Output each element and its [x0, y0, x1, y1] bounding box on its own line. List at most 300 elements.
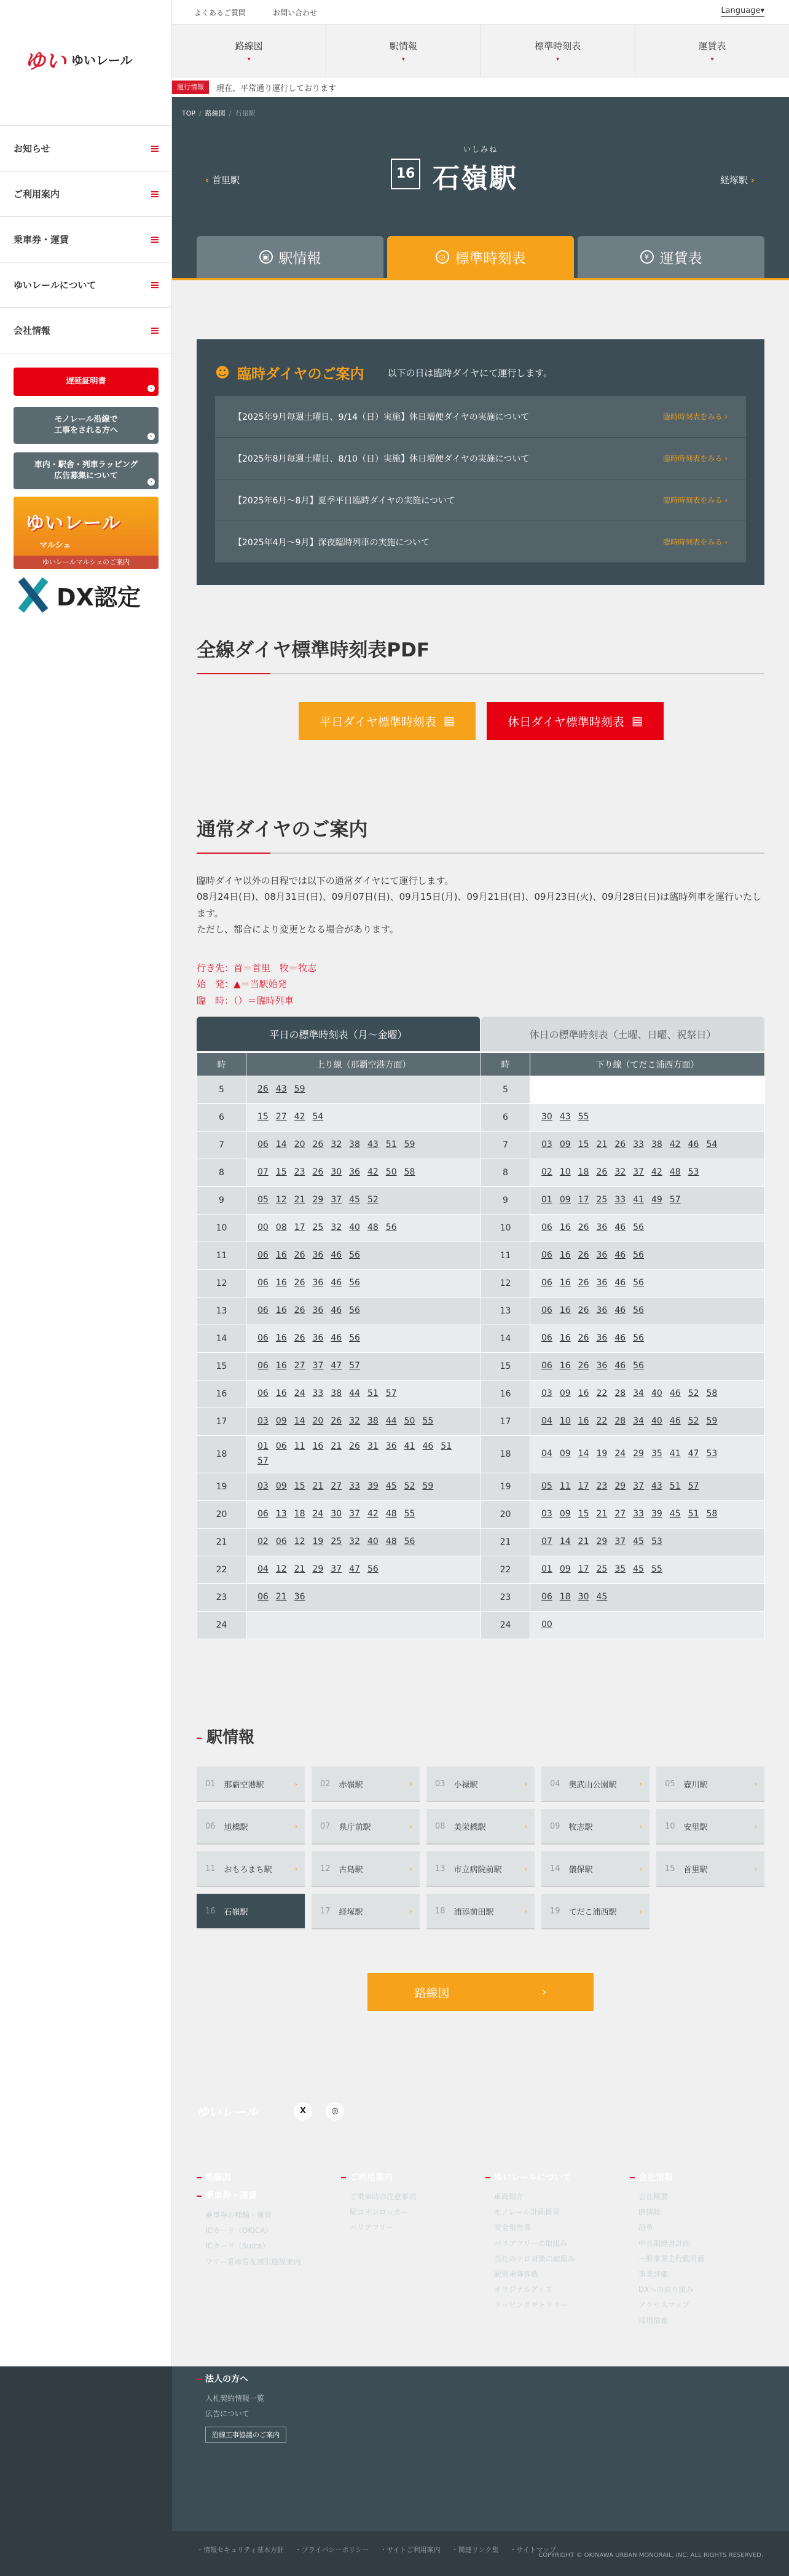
tab-station-info[interactable] — [197, 236, 383, 278]
departure-time[interactable]: 57 — [349, 1361, 360, 1371]
footer-heading[interactable]: 乗車券・運賃 — [197, 2189, 341, 2202]
corp-link[interactable]: 広告について — [205, 2409, 249, 2419]
footer-link[interactable]: ICカード（Suica） — [205, 2242, 270, 2251]
departure-time[interactable]: 43 — [559, 1112, 571, 1122]
departure-time[interactable]: 06 — [541, 1306, 552, 1316]
departure-time[interactable]: 50 — [385, 1167, 397, 1178]
departure-time[interactable]: 07 — [257, 1167, 269, 1178]
departure-time[interactable]: 26 — [312, 1167, 324, 1178]
departure-time[interactable]: 00 — [257, 1223, 269, 1233]
departure-time[interactable]: 40 — [367, 1536, 379, 1546]
departure-time[interactable]: 27 — [275, 1112, 287, 1122]
departure-time[interactable]: 27 — [614, 1508, 626, 1519]
departure-time[interactable]: 17 — [578, 1481, 589, 1491]
departure-time[interactable]: 38 — [651, 1140, 662, 1150]
departure-time[interactable]: 26 — [312, 1140, 324, 1150]
departure-time[interactable]: 31 — [367, 1441, 379, 1451]
departure-time[interactable]: 14 — [578, 1448, 589, 1459]
departure-time[interactable]: 57 — [669, 1195, 681, 1205]
footer-link[interactable]: 沿革 — [638, 2223, 654, 2232]
legal-link[interactable]: ・関連リンク集 — [451, 2546, 499, 2554]
departure-time[interactable]: 09 — [275, 1481, 287, 1491]
departure-time[interactable]: 16 — [559, 1278, 571, 1288]
departure-time[interactable]: 38 — [331, 1388, 342, 1399]
footer-link[interactable]: モノレール計画概要 — [494, 2208, 560, 2217]
sidebar-item[interactable] — [0, 217, 172, 262]
departure-time[interactable]: 48 — [669, 1167, 681, 1178]
departure-time[interactable]: 32 — [331, 1223, 342, 1233]
station-link[interactable] — [541, 1894, 650, 1929]
footer-link[interactable]: 安全報告書 — [494, 2223, 532, 2232]
departure-time[interactable]: 46 — [669, 1388, 681, 1399]
departure-time[interactable]: 03 — [257, 1481, 269, 1491]
departure-time[interactable]: 26 — [331, 1416, 342, 1427]
delay-certificate-button[interactable] — [14, 368, 159, 396]
departure-time[interactable]: 36 — [385, 1441, 397, 1451]
departure-time[interactable]: 14 — [559, 1536, 571, 1546]
departure-time[interactable]: 26 — [596, 1167, 608, 1178]
notice-item[interactable] — [215, 521, 746, 563]
departure-time[interactable]: 06 — [257, 1591, 269, 1602]
departure-time[interactable]: 55 — [422, 1416, 434, 1427]
departure-time[interactable]: 33 — [633, 1508, 644, 1519]
departure-time[interactable]: 07 — [541, 1536, 552, 1546]
departure-time[interactable]: 59 — [294, 1084, 305, 1095]
departure-time[interactable]: 56 — [633, 1306, 644, 1316]
footer-heading[interactable]: 会社情報 — [630, 2171, 774, 2183]
route-map-button[interactable] — [367, 1973, 594, 2011]
departure-time[interactable]: 32 — [331, 1140, 342, 1150]
departure-time[interactable]: 12 — [275, 1564, 287, 1574]
departure-time[interactable]: 56 — [349, 1333, 360, 1344]
station-link[interactable] — [656, 1767, 764, 1802]
departure-time[interactable]: 36 — [294, 1591, 305, 1602]
tab-weekday[interactable]: 平日の標準時刻表（月〜金曜） — [197, 1017, 480, 1051]
departure-time[interactable]: 36 — [349, 1167, 360, 1178]
departure-time[interactable]: 44 — [349, 1388, 360, 1399]
departure-time[interactable]: 16 — [275, 1333, 287, 1344]
station-link[interactable] — [541, 1809, 650, 1845]
departure-time[interactable]: 46 — [331, 1278, 342, 1288]
departure-time[interactable]: 37 — [312, 1361, 324, 1371]
footer-logo[interactable]: ゆいレール — [197, 2105, 258, 2119]
footer-link[interactable]: オリジナルグッズ — [494, 2285, 552, 2294]
departure-time[interactable]: 14 — [294, 1416, 305, 1427]
departure-time[interactable]: 51 — [385, 1140, 397, 1150]
departure-time[interactable]: 26 — [257, 1084, 269, 1095]
departure-time[interactable]: 58 — [706, 1388, 718, 1399]
breadcrumb-route[interactable]: 路線図 — [205, 109, 226, 117]
departure-time[interactable]: 17 — [578, 1564, 589, 1574]
departure-time[interactable]: 01 — [541, 1564, 552, 1574]
departure-time[interactable]: 56 — [633, 1250, 644, 1261]
departure-time[interactable]: 06 — [257, 1306, 269, 1316]
departure-time[interactable]: 46 — [688, 1140, 699, 1150]
departure-time[interactable]: 18 — [559, 1591, 571, 1602]
departure-time[interactable]: 09 — [559, 1195, 571, 1205]
departure-time[interactable]: 15 — [257, 1112, 269, 1122]
station-link[interactable] — [312, 1851, 420, 1887]
departure-time[interactable]: 42 — [651, 1167, 662, 1178]
departure-time[interactable]: 41 — [669, 1448, 681, 1459]
departure-time[interactable]: 46 — [614, 1361, 626, 1371]
departure-time[interactable]: 54 — [312, 1112, 324, 1122]
contact-link[interactable]: お問い合わせ — [273, 9, 318, 17]
departure-time[interactable]: 28 — [614, 1388, 626, 1399]
departure-time[interactable]: 16 — [578, 1416, 589, 1427]
next-station-link[interactable] — [720, 173, 755, 186]
departure-time[interactable]: 46 — [669, 1416, 681, 1427]
departure-time[interactable]: 59 — [404, 1140, 415, 1150]
departure-time[interactable]: 25 — [596, 1564, 608, 1574]
departure-time[interactable]: 36 — [312, 1306, 324, 1316]
global-nav-item[interactable] — [172, 25, 326, 77]
departure-time[interactable]: 33 — [633, 1140, 644, 1150]
departure-time[interactable]: 37 — [331, 1564, 342, 1574]
departure-time[interactable]: 32 — [349, 1536, 360, 1546]
departure-time[interactable]: 42 — [669, 1140, 681, 1150]
x-twitter-icon[interactable]: X — [294, 2102, 312, 2121]
departure-time[interactable]: 52 — [404, 1481, 415, 1491]
departure-time[interactable]: 06 — [257, 1278, 269, 1288]
departure-time[interactable]: 12 — [275, 1195, 287, 1205]
departure-time[interactable]: 16 — [559, 1223, 571, 1233]
departure-time[interactable]: 27 — [331, 1481, 342, 1491]
global-nav-item[interactable] — [326, 25, 480, 77]
footer-link[interactable]: ICカード（OKICA） — [205, 2226, 273, 2235]
departure-time[interactable]: 22 — [596, 1388, 608, 1399]
departure-time[interactable]: 53 — [706, 1448, 718, 1459]
departure-time[interactable]: 46 — [614, 1306, 626, 1316]
departure-time[interactable]: 18 — [294, 1508, 305, 1519]
departure-time[interactable]: 15 — [578, 1508, 589, 1519]
departure-time[interactable]: 21 — [596, 1140, 608, 1150]
departure-time[interactable]: 36 — [312, 1333, 324, 1344]
departure-time[interactable]: 43 — [367, 1140, 379, 1150]
departure-time[interactable]: 00 — [541, 1619, 552, 1629]
departure-time[interactable]: 05 — [541, 1481, 552, 1491]
departure-time[interactable]: 16 — [578, 1388, 589, 1399]
departure-time[interactable]: 24 — [312, 1508, 324, 1519]
station-link[interactable] — [312, 1894, 420, 1929]
language-selector[interactable]: Language▾ — [721, 6, 764, 15]
departure-time[interactable]: 04 — [541, 1416, 552, 1427]
departure-time[interactable]: 56 — [633, 1361, 644, 1371]
departure-time[interactable]: 56 — [367, 1564, 379, 1574]
departure-time[interactable]: 36 — [596, 1361, 608, 1371]
departure-time[interactable]: 06 — [257, 1361, 269, 1371]
notice-more-link[interactable]: 臨時時刻表をみる › — [663, 454, 728, 463]
departure-time[interactable]: 26 — [578, 1278, 589, 1288]
departure-time[interactable]: 48 — [385, 1508, 397, 1519]
construction-notice-button[interactable] — [14, 407, 159, 444]
departure-time[interactable]: 57 — [688, 1481, 699, 1491]
departure-time[interactable]: 19 — [596, 1448, 608, 1459]
departure-time[interactable]: 55 — [404, 1508, 415, 1519]
departure-time[interactable]: 24 — [294, 1388, 305, 1399]
departure-time[interactable]: 26 — [294, 1333, 305, 1344]
departure-time[interactable]: 21 — [275, 1591, 287, 1602]
departure-time[interactable]: 51 — [669, 1481, 681, 1491]
departure-time[interactable]: 37 — [633, 1167, 644, 1178]
footer-link[interactable]: 乗車券の種類・運賃 — [205, 2211, 272, 2220]
departure-time[interactable]: 06 — [257, 1508, 269, 1519]
notice-more-link[interactable]: 臨時時刻表をみる › — [663, 538, 728, 546]
departure-time[interactable]: 28 — [614, 1416, 626, 1427]
departure-time[interactable]: 44 — [385, 1416, 397, 1427]
departure-time[interactable]: 46 — [614, 1278, 626, 1288]
station-link[interactable] — [541, 1851, 650, 1887]
departure-time[interactable]: 26 — [349, 1441, 360, 1451]
station-link[interactable] — [541, 1767, 650, 1802]
departure-time[interactable]: 15 — [275, 1167, 287, 1178]
departure-time[interactable]: 26 — [578, 1361, 589, 1371]
departure-time[interactable]: 46 — [422, 1441, 434, 1451]
departure-time[interactable]: 04 — [541, 1448, 552, 1459]
notice-more-link[interactable]: 臨時時刻表をみる › — [663, 412, 728, 421]
departure-time[interactable]: 21 — [312, 1481, 324, 1491]
tab-timetable[interactable] — [387, 236, 574, 278]
departure-time[interactable]: 43 — [651, 1481, 662, 1491]
departure-time[interactable]: 58 — [404, 1167, 415, 1178]
footer-link[interactable]: フリー乗車券＆割引施設案内 — [205, 2257, 301, 2266]
departure-time[interactable]: 09 — [559, 1564, 571, 1574]
departure-time[interactable]: 16 — [275, 1361, 287, 1371]
departure-time[interactable]: 20 — [294, 1140, 305, 1150]
departure-time[interactable]: 11 — [294, 1441, 305, 1451]
departure-time[interactable]: 37 — [331, 1195, 342, 1205]
departure-time[interactable]: 59 — [706, 1416, 718, 1427]
legal-link[interactable]: ・情報セキュリティ基本方針 — [197, 2546, 284, 2554]
departure-time[interactable]: 57 — [385, 1388, 397, 1399]
legal-link[interactable]: ・サイトマップ — [509, 2546, 557, 2554]
departure-time[interactable]: 57 — [257, 1455, 269, 1466]
departure-time[interactable]: 06 — [541, 1250, 552, 1261]
station-link[interactable] — [656, 1809, 764, 1845]
departure-time[interactable]: 16 — [312, 1441, 324, 1451]
station-link[interactable] — [426, 1767, 535, 1802]
global-nav-item[interactable] — [635, 25, 789, 77]
departure-time[interactable]: 35 — [614, 1564, 626, 1574]
departure-time[interactable]: 16 — [275, 1250, 287, 1261]
departure-time[interactable]: 15 — [294, 1481, 305, 1491]
departure-time[interactable]: 56 — [385, 1223, 397, 1233]
departure-time[interactable]: 45 — [669, 1508, 681, 1519]
departure-time[interactable]: 47 — [349, 1564, 360, 1574]
departure-time[interactable]: 55 — [651, 1564, 662, 1574]
departure-time[interactable]: 32 — [349, 1416, 360, 1427]
footer-link[interactable]: 当社のテロ対策の取組み — [494, 2254, 576, 2263]
notice-item[interactable] — [215, 438, 746, 479]
departure-time[interactable]: 29 — [614, 1481, 626, 1491]
footer-link[interactable]: 事業評価 — [638, 2269, 669, 2279]
departure-time[interactable]: 03 — [541, 1388, 552, 1399]
departure-time[interactable]: 36 — [596, 1278, 608, 1288]
departure-time[interactable]: 06 — [275, 1536, 287, 1546]
footer-link[interactable]: バリアフリー — [350, 2223, 394, 2232]
legal-link[interactable]: ・プライバシーポリシー — [294, 2546, 369, 2554]
departure-time[interactable]: 48 — [367, 1223, 379, 1233]
station-link[interactable] — [656, 1851, 764, 1887]
departure-time[interactable]: 26 — [578, 1223, 589, 1233]
departure-time[interactable]: 56 — [633, 1333, 644, 1344]
departure-time[interactable]: 37 — [633, 1481, 644, 1491]
departure-time[interactable]: 32 — [614, 1167, 626, 1178]
tab-holiday[interactable]: 休日の標準時刻表（土曜、日曜、祝祭日） — [481, 1017, 764, 1051]
departure-time[interactable]: 48 — [385, 1536, 397, 1546]
departure-time[interactable]: 18 — [578, 1167, 589, 1178]
departure-time[interactable]: 46 — [614, 1333, 626, 1344]
footer-heading[interactable]: ご利用案内 — [341, 2171, 485, 2183]
departure-time[interactable]: 21 — [578, 1536, 589, 1546]
footer-link[interactable]: 採用情報 — [638, 2316, 669, 2325]
departure-time[interactable]: 56 — [633, 1278, 644, 1288]
departure-time[interactable]: 23 — [596, 1481, 608, 1491]
departure-time[interactable]: 06 — [275, 1441, 287, 1451]
notice-item[interactable] — [215, 396, 746, 438]
departure-time[interactable]: 22 — [596, 1416, 608, 1427]
departure-time[interactable]: 19 — [312, 1536, 324, 1546]
station-link[interactable] — [426, 1809, 535, 1845]
departure-time[interactable]: 16 — [559, 1306, 571, 1316]
departure-time[interactable]: 45 — [633, 1536, 644, 1546]
departure-time[interactable]: 29 — [596, 1536, 608, 1546]
departure-time[interactable]: 42 — [367, 1167, 379, 1178]
departure-time[interactable]: 06 — [257, 1388, 269, 1399]
departure-time[interactable]: 26 — [614, 1140, 626, 1150]
departure-time[interactable]: 35 — [651, 1448, 662, 1459]
departure-time[interactable]: 30 — [578, 1591, 589, 1602]
departure-time[interactable]: 58 — [706, 1508, 718, 1519]
departure-time[interactable]: 06 — [257, 1333, 269, 1344]
departure-time[interactable]: 09 — [559, 1508, 571, 1519]
departure-time[interactable]: 45 — [596, 1591, 608, 1602]
departure-time[interactable]: 36 — [312, 1250, 324, 1261]
departure-time[interactable]: 38 — [349, 1140, 360, 1150]
station-link[interactable] — [197, 1767, 305, 1802]
departure-time[interactable]: 21 — [331, 1441, 342, 1451]
departure-time[interactable]: 36 — [596, 1250, 608, 1261]
departure-time[interactable]: 53 — [688, 1167, 699, 1178]
departure-time[interactable]: 37 — [349, 1508, 360, 1519]
departure-time[interactable]: 15 — [578, 1140, 589, 1150]
departure-time[interactable]: 30 — [331, 1508, 342, 1519]
departure-time[interactable]: 53 — [651, 1536, 662, 1546]
departure-time[interactable]: 12 — [294, 1536, 305, 1546]
ad-recruitment-button[interactable] — [14, 452, 159, 489]
corp-link[interactable]: 入札契約情報一覧 — [205, 2394, 265, 2403]
departure-time[interactable]: 50 — [404, 1416, 415, 1427]
departure-time[interactable]: 10 — [559, 1416, 571, 1427]
departure-time[interactable]: 21 — [294, 1564, 305, 1574]
holiday-pdf-button[interactable] — [487, 702, 664, 740]
departure-time[interactable]: 06 — [257, 1140, 269, 1150]
departure-time[interactable]: 20 — [312, 1416, 324, 1427]
departure-time[interactable]: 03 — [541, 1140, 552, 1150]
breadcrumb-top[interactable]: TOP — [182, 109, 196, 117]
departure-time[interactable]: 02 — [257, 1536, 269, 1546]
station-link[interactable] — [426, 1851, 535, 1887]
departure-time[interactable]: 56 — [349, 1278, 360, 1288]
departure-time[interactable]: 34 — [633, 1416, 644, 1427]
departure-time[interactable]: 45 — [349, 1195, 360, 1205]
departure-time[interactable]: 30 — [541, 1112, 552, 1122]
departure-time[interactable]: 26 — [294, 1250, 305, 1261]
departure-time[interactable]: 33 — [614, 1195, 626, 1205]
station-link[interactable] — [312, 1809, 420, 1845]
departure-time[interactable]: 46 — [614, 1223, 626, 1233]
marche-banner[interactable] — [14, 497, 159, 569]
tab-fare[interactable] — [578, 236, 764, 278]
departure-time[interactable]: 06 — [541, 1361, 552, 1371]
departure-time[interactable]: 29 — [633, 1448, 644, 1459]
footer-link[interactable]: 一般事業主行動計画 — [638, 2254, 705, 2263]
departure-time[interactable]: 04 — [257, 1564, 269, 1574]
departure-time[interactable]: 47 — [688, 1448, 699, 1459]
departure-time[interactable]: 56 — [633, 1223, 644, 1233]
footer-link[interactable]: ご乗車時の注意事項 — [350, 2192, 417, 2201]
departure-time[interactable]: 09 — [559, 1140, 571, 1150]
departure-time[interactable]: 41 — [404, 1441, 415, 1451]
departure-time[interactable]: 46 — [614, 1250, 626, 1261]
departure-time[interactable]: 42 — [367, 1508, 379, 1519]
departure-time[interactable]: 41 — [633, 1195, 644, 1205]
departure-time[interactable]: 16 — [275, 1388, 287, 1399]
departure-time[interactable]: 40 — [349, 1223, 360, 1233]
departure-time[interactable]: 29 — [312, 1564, 324, 1574]
departure-time[interactable]: 03 — [541, 1508, 552, 1519]
departure-time[interactable]: 26 — [578, 1306, 589, 1316]
departure-time[interactable]: 06 — [541, 1223, 552, 1233]
site-logo[interactable] — [25, 41, 147, 77]
departure-time[interactable]: 40 — [651, 1388, 662, 1399]
departure-time[interactable]: 27 — [294, 1361, 305, 1371]
footer-link[interactable]: バリアフリーの取組み — [494, 2239, 568, 2248]
departure-time[interactable]: 21 — [596, 1508, 608, 1519]
departure-time[interactable]: 40 — [651, 1416, 662, 1427]
departure-time[interactable]: 49 — [651, 1195, 662, 1205]
departure-time[interactable]: 39 — [651, 1508, 662, 1519]
faq-link[interactable]: よくあるご質問 — [194, 9, 246, 17]
departure-time[interactable]: 26 — [294, 1306, 305, 1316]
departure-time[interactable]: 46 — [331, 1250, 342, 1261]
departure-time[interactable]: 24 — [614, 1448, 626, 1459]
footer-link[interactable]: 中長期経営計画 — [638, 2239, 691, 2248]
departure-time[interactable]: 14 — [275, 1140, 287, 1150]
legal-link[interactable]: ・サイトご利用案内 — [380, 2546, 441, 2554]
departure-time[interactable]: 01 — [541, 1195, 552, 1205]
departure-time[interactable]: 37 — [614, 1536, 626, 1546]
footer-link[interactable]: IR情報 — [638, 2208, 661, 2217]
departure-time[interactable]: 02 — [541, 1167, 552, 1178]
departure-time[interactable]: 16 — [275, 1278, 287, 1288]
footer-heading[interactable]: ゆいレールについて — [485, 2171, 630, 2183]
departure-time[interactable]: 47 — [331, 1361, 342, 1371]
departure-time[interactable]: 16 — [275, 1306, 287, 1316]
departure-time[interactable]: 10 — [559, 1167, 571, 1178]
departure-time[interactable]: 26 — [294, 1278, 305, 1288]
departure-time[interactable]: 30 — [331, 1167, 342, 1178]
departure-time[interactable]: 09 — [275, 1416, 287, 1427]
footer-link[interactable]: 駅コインロッカー — [350, 2208, 409, 2217]
notice-item[interactable] — [215, 479, 746, 521]
sidebar-item[interactable] — [0, 126, 172, 171]
footer-link[interactable]: 駅別乗降客数 — [494, 2269, 539, 2279]
footer-heading[interactable]: 路線図 — [197, 2171, 341, 2183]
departure-time[interactable]: 08 — [275, 1223, 287, 1233]
departure-time[interactable]: 29 — [312, 1195, 324, 1205]
departure-time[interactable]: 52 — [367, 1195, 379, 1205]
